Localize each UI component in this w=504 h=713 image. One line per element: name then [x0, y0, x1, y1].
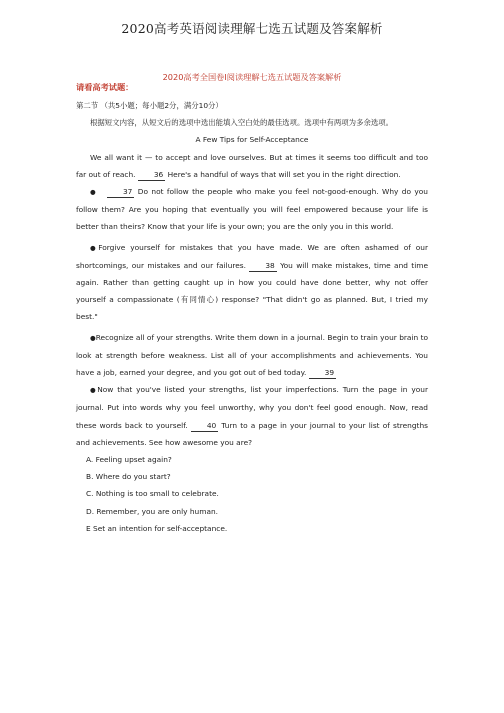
option-a: A. Feeling upset again?	[86, 455, 172, 465]
section-heading: 第二节 （共5小题；每小题2分，满分10分）	[76, 101, 223, 110]
intro-text-b: Here's a handful of ways that will set you in the right direction.	[165, 169, 401, 179]
bullet2-text-a: Forgive yourself for mistakes that you have made. We are often ashamed of our shortcomings, our mistakes and our failures.	[76, 242, 428, 270]
option-b: B. Where do you start?	[86, 472, 171, 482]
blank-39: 39	[309, 368, 336, 379]
bullet-icon: ●	[90, 243, 99, 252]
option-d: D. Remember, you are only human.	[86, 506, 219, 516]
passage-intro	[76, 149, 428, 183]
option-e: E Set an intention for self-acceptance.	[86, 523, 228, 533]
bullet-paragraph-4	[76, 381, 428, 451]
document-title: 2020高考英语阅读理解七选五试题及答案解析	[121, 21, 383, 36]
intro-text-a: We all want it — to accept and love ourselves. But at times it seems too difficult and too far out of reach.	[76, 152, 428, 179]
bullet4-text-b: Turn to a page in your journal to your list of strengths and achievements. See how awesome you are?	[76, 420, 428, 447]
passage-title: A Few Tips for Self-Acceptance	[195, 135, 309, 145]
bullet2-text-b: You will make mistakes, time and time again. Rather than getting caught up in how you could have done better, why not offer yourself a compassionate (有同情心) response? "That didn't go as planned. But, I tried my best."	[76, 260, 428, 322]
exam-label: 请看高考试题：	[76, 82, 134, 92]
blank-37: 37	[107, 187, 134, 198]
bullet1-text: Do not follow the people who make you feel not-good-enough. Why do you follow them? Are you hoping that eventually you will feel empowered because your life is better than theirs? Know that your life is your own; you are the only you in this world.	[76, 187, 428, 232]
sub-title: 2020高考全国卷Ⅰ阅读理解七选五试题及答案解析	[162, 72, 342, 82]
bullet4-text-a: Now that you've listed your strengths, list your imperfections. Turn the page in your journal. Put into words why you feel unworthy, why you don't feel good enough. Now, read these words back to yourself.	[76, 385, 429, 430]
bullet-icon: ●	[90, 188, 97, 197]
section-instruction: 根据短文内容，从短文后的选项中选出能填入空白处的最佳选项。选项中有两项为多余选项。	[90, 118, 394, 128]
blank-40: 40	[191, 421, 218, 432]
bullet-paragraph-1	[76, 183, 428, 236]
document-body	[76, 97, 428, 537]
blank-38: 38	[249, 261, 276, 272]
bullet3-text-a: Recognize all of your strengths. Write them down in a journal. Begin to train your brain to look at strength before weakness. List all of your accomplishments and achievements. You have a job, earned your degree, and you got out of bed today.	[76, 332, 428, 378]
bullet-paragraph-2	[76, 239, 428, 326]
bullet-paragraph-3	[76, 329, 428, 382]
option-c: C. Nothing is too small to celebrate.	[86, 489, 219, 499]
blank-36: 36	[138, 170, 165, 181]
bullet-icon: ●	[90, 386, 98, 395]
bullet-icon: ●	[90, 333, 96, 342]
